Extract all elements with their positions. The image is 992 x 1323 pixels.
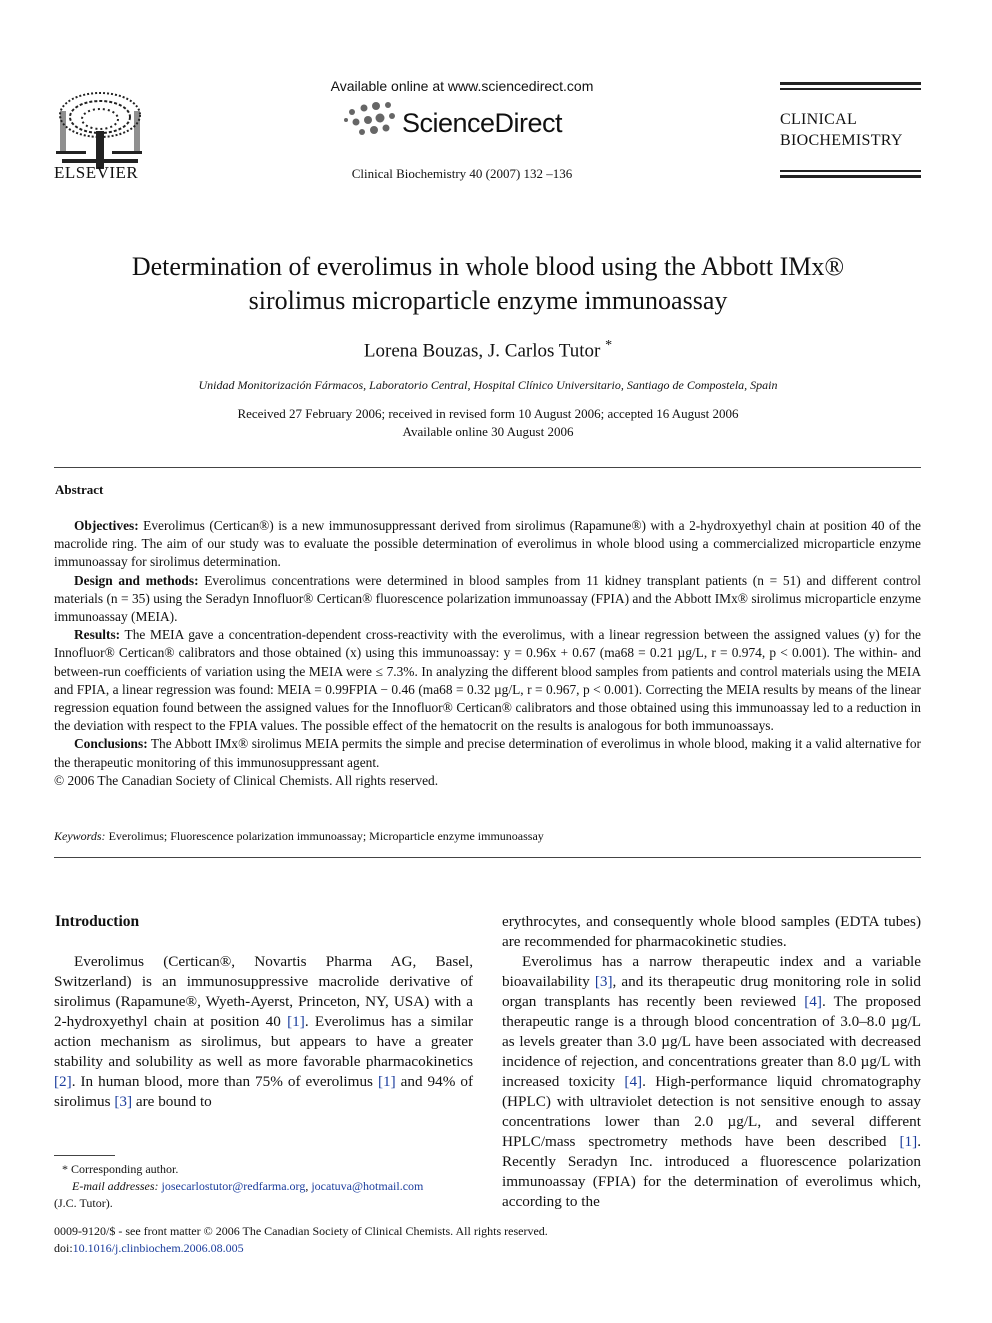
front-matter (54, 1223, 754, 1257)
ref-link-4[interactable]: [4] (804, 993, 822, 1010)
text-run: Everolimus has a narrow therapeutic index and a variable bioavailability (502, 953, 921, 990)
authors-text: Lorena Bouzas, J. Carlos Tutor (363, 340, 601, 362)
journal-citation: Clinical Biochemistry 40 (2007) 132 –136 (351, 166, 573, 181)
received-dates: Received 27 February 2006; received in revised form 10 August 2006; accepted 16 August 2006 (237, 406, 739, 421)
intro-paragraph-1-cont: erythrocytes, and consequently whole blood samples (EDTA tubes) are recommended for pharmacokinetic studies. (502, 913, 921, 950)
intro-paragraph-1 (54, 952, 473, 1112)
email-line: E-mail addresses: josecarlostutor@redfarma.org, jocatuva@hotmail.com (72, 1179, 424, 1193)
article-title-line2: sirolimus microparticle enzyme immunoassay (248, 286, 728, 315)
corresponding-author-mark[interactable]: * (605, 338, 613, 353)
divider-top (54, 467, 921, 468)
ref-link-1[interactable]: [1] (377, 1073, 396, 1090)
doi-line (54, 1240, 754, 1257)
body-column-right (502, 912, 921, 1212)
abstract-results (54, 626, 921, 735)
ref-link-3[interactable]: [3] (594, 973, 613, 990)
journal-title (780, 109, 903, 151)
body-column-left (54, 952, 473, 1112)
text-run: . In human blood, more than 75% of everolimus (71, 1073, 378, 1090)
author-list (60, 338, 916, 362)
text-run: . Everolimus has a similar action mechanism as sirolimus, but appears to have a greater stability and solubility as well as more favorable pharmacokinetics (54, 1013, 473, 1070)
sciencedirect-wordmark: ScienceDirect (402, 108, 563, 138)
doi-link[interactable]: 10.1016/j.clinbiochem.2006.08.005 (72, 1241, 244, 1255)
conclusions-label: Conclusions: (74, 736, 148, 752)
ref-link-3[interactable]: [3] (114, 1093, 133, 1110)
journal-title-rule-bottom (780, 175, 921, 178)
abstract-objectives (54, 517, 921, 572)
text-run: , and its therapeutic drug monitoring role in solid organ transplants has recently been reviewed (502, 973, 921, 1010)
email-label: E-mail addresses: (72, 1179, 159, 1193)
ref-link-1[interactable]: [1] (899, 1133, 918, 1150)
issn-line: 0009-9120/$ - see front matter © 2006 The Canadian Society of Clinical Chemists. All rights reserved. (54, 1224, 548, 1238)
abstract-conclusions (54, 735, 921, 771)
doi-label: doi: (54, 1241, 73, 1255)
ref-link-1[interactable]: [1] (287, 1013, 305, 1030)
journal-title-line2: BIOCHEMISTRY (780, 132, 903, 149)
objectives-label: Objectives: (74, 518, 139, 533)
publisher-name: ELSEVIER (54, 163, 139, 182)
journal-title-rule-bottom-thin (780, 170, 921, 172)
keywords-text: Everolimus; Fluorescence polarization immunoassay; Microparticle enzyme immunoassay (105, 829, 544, 843)
corresponding-author-note: * Corresponding author. (62, 1162, 179, 1176)
design-label: Design and methods: (74, 572, 199, 588)
article-dates (60, 405, 916, 441)
available-online-text[interactable]: Available online at www.sciencedirect.com (330, 78, 594, 94)
footnote-rule (54, 1155, 115, 1156)
keywords-label: Keywords: (54, 829, 106, 843)
keywords (54, 829, 921, 844)
ref-link-2[interactable]: [2] (54, 1073, 72, 1090)
text-run: . Recently Seradyn Inc. introduced a fluorescence polarization immunoassay (FPIA) for the determination of everolimus which, according to the (502, 1133, 921, 1210)
abstract-copyright: © 2006 The Canadian Society of Clinical Chemists. All rights reserved. (54, 772, 439, 788)
email-link-1[interactable]: josecarlostutor@redfarma.org (161, 1179, 306, 1193)
abstract-design (54, 572, 921, 627)
available-date: Available online 30 August 2006 (402, 424, 574, 439)
abstract-body (54, 517, 921, 790)
conclusions-text: The Abbott IMx® sirolimus MEIA permits the simple and precise determination of everolimus in whole blood, making it a valid alternative for the therapeutic monitoring of this immunosuppressant agent. (54, 736, 921, 770)
objectives-text: Everolimus (Certican®) is a new immunosuppressant derived from sirolimus (Rapamune®) with a 2-hydroxyethyl chain at position 40 of the macrolide ring. The aim of our study was to evaluate the possible determination of everolimus in whole blood using a commercialized microparticle enzyme immunoassay for sirolimus determination. (54, 518, 921, 570)
article-title (60, 250, 916, 318)
journal-title-rule-top-thin (780, 88, 921, 90)
ref-link-4[interactable]: [4] (624, 1073, 643, 1090)
text-run: Everolimus (Certican®, Novartis Pharma AG, Basel, Switzerland) is an immunosuppressive macrolide derivative of sirolimus (Rapamune®, Wyeth-Ayerst, Princeton, NY, USA) with a 2-hydroxyethyl chain at position 40 (54, 953, 473, 1030)
results-text: The MEIA gave a concentration-dependent cross-reactivity with the everolimus, with a linear regression between the assigned values (y) for the Innofluor® Certican® calibrators and those obtained (x) using this immunoassay: y = 0.96x + 0.67 (ma68 = 0.21 µg/L, r = 0.974, p < 0.001). The within- and between-run coefficients of variation using the MEIA were ≤ 7.3%. In analyzing the different blood samples from patients and control materials using the MEIA and FPIA, a linear regression was found: MEIA = 0.99FPIA − 0.46 (ma68 = 0.32 µg/L, r = 0.967, p < 0.001). Correcting the MEIA results by means of the linear regression equation found between the assigned values for the Innofluor® Certican® calibrators and those obtained using this immunoassay led to a reduction in the deviation with respect to the FPIA values. The possible effect of the hematocrit on the results is analogous for both immunoassays. (54, 627, 921, 734)
footnote (54, 1161, 484, 1212)
abstract-heading: Abstract (55, 482, 104, 497)
text-run: . High-performance liquid chromatography (HPLC) with ultraviolet detection is not sensitive enough to assay concentrations lower than 2.0 µg/L, and several different HPLC/mass spectrometry methods have been described (502, 1073, 921, 1150)
affiliation: Unidad Monitorización Fármacos, Laboratorio Central, Hospital Clínico Universitario, Santiago de Compostela, Spain (198, 378, 778, 392)
design-text: Everolimus concentrations were determined in blood samples from 11 kidney transplant patients (n = 51) and different control materials (n = 35) using the Seradyn Innofluor® Certican® fluorescence polarization immunoassay (FPIA) and the Abbott IMx® sirolimus microparticle enzyme immunoassay (MEIA). (54, 572, 922, 625)
journal-title-rule-top (780, 82, 921, 85)
journal-title-line1: CLINICAL (780, 111, 858, 128)
introduction-heading: Introduction (55, 913, 140, 930)
email-link-2[interactable]: jocatuva@hotmail.com (311, 1179, 424, 1193)
text-run: . The proposed therapeutic range is a through blood concentration of 3.0–8.0 µg/L as levels greater than 3.0 µg/L have been associated with decreased incidence of rejection, and concentrations greater than 8.0 µg/L with increased toxicity (502, 993, 921, 1090)
footnote-author-name: (J.C. Tutor). (54, 1196, 113, 1210)
text-run: and 94% of sirolimus (54, 1073, 473, 1110)
results-label: Results: (74, 627, 121, 643)
divider-bottom (54, 857, 921, 858)
article-title-line1: Determination of everolimus in whole blood using the Abbott IMx® (131, 252, 845, 281)
text-run: are bound to (132, 1093, 212, 1110)
intro-paragraph-2 (502, 952, 921, 1212)
